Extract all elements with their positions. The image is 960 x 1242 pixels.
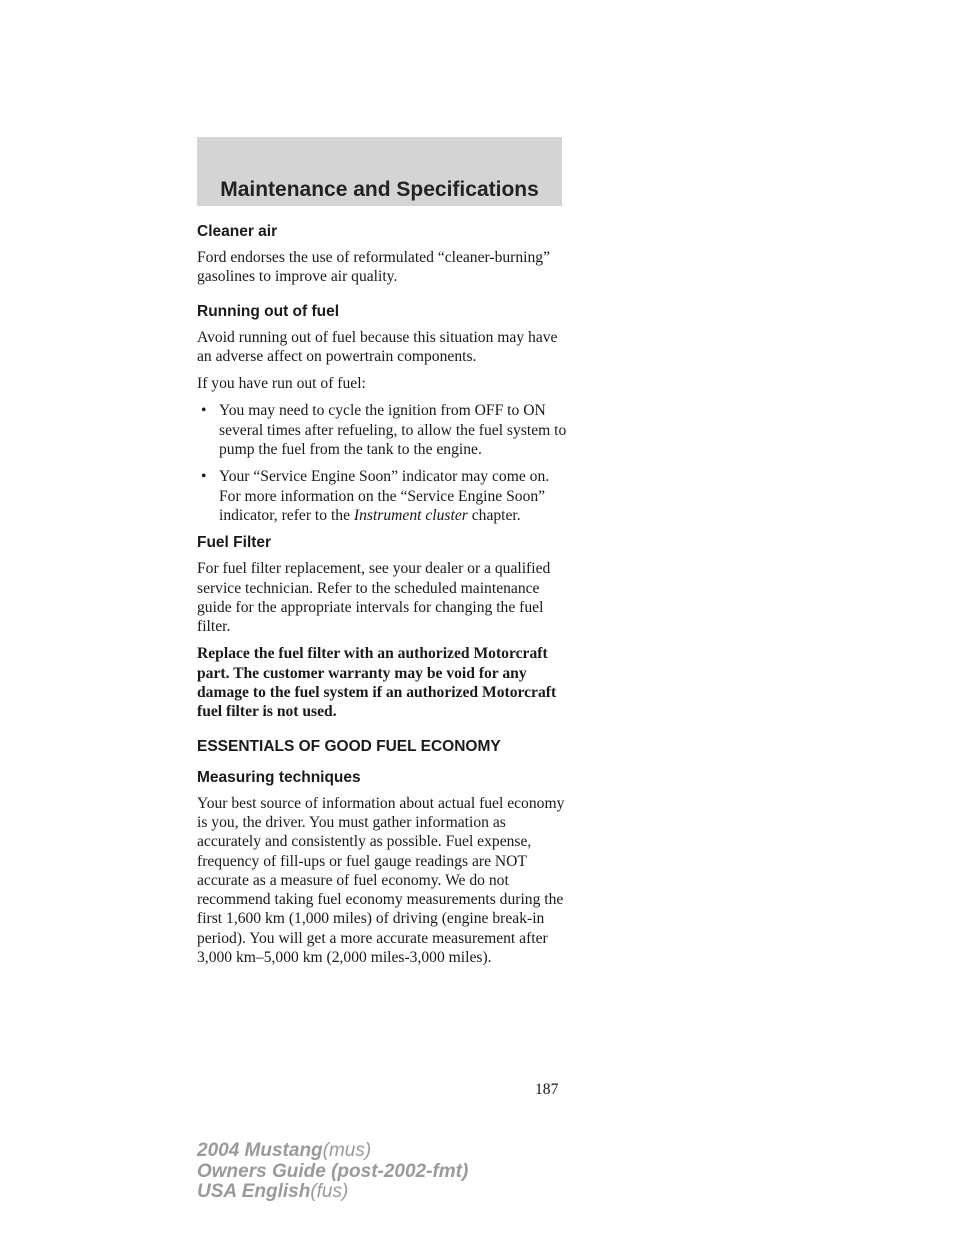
footer-line-language <box>197 1182 468 1203</box>
bullet-text-ignition: You may need to cycle the ignition from OFF to ON several times after refueling, to allow the fuel system to pump the fuel from the tank to the engine. <box>219 402 567 459</box>
paragraph-running-out-2: If you have run out of fuel: <box>197 375 366 393</box>
list-item <box>197 401 567 459</box>
paragraph-fuel-filter: For fuel filter replacement, see your dealer or a qualified service technician. Refer to the scheduled maintenance guide for the appropriate intervals for changing the fuel filter. <box>197 560 551 636</box>
footer-language-code: (fus) <box>310 1181 349 1202</box>
bullet-text-service-engine-soon: Your “Service Engine Soon” indicator may come on. For more information on the “Service Engine Soon” indicator, refer to the <box>219 468 550 524</box>
bullet-icon: • <box>201 468 207 486</box>
list-item <box>197 467 567 525</box>
page-number: 187 <box>535 1081 559 1098</box>
warning-fuel-filter: Replace the fuel filter with an authorized Motorcraft part. The customer warranty may be void for any damage to the fuel system if an authorized Motorcraft fuel filter is not used. <box>197 645 557 721</box>
footer-model-code: (mus) <box>322 1140 372 1161</box>
heading-cleaner-air: Cleaner air <box>197 223 278 240</box>
footer-language: USA English <box>197 1181 311 1202</box>
chapter-title: Maintenance and Specifications <box>220 178 539 201</box>
footer-meta <box>197 1141 468 1203</box>
bullet-icon: • <box>201 402 207 420</box>
page-content <box>197 222 567 975</box>
bullet-list <box>197 401 567 525</box>
heading-essentials: ESSENTIALS OF GOOD FUEL ECONOMY <box>197 737 501 755</box>
footer-line-guide <box>197 1162 468 1183</box>
footer-model: 2004 Mustang <box>197 1140 323 1161</box>
footer-guide: Owners Guide (post-2002-fmt) <box>197 1160 469 1182</box>
heading-measuring-techniques: Measuring techniques <box>197 768 361 786</box>
paragraph-measuring-techniques: Your best source of information about actual fuel economy is you, the driver. You must gather information as accurately and consistently as possible. Fuel expense, frequency of fill-ups or fuel gauge readings are NOT accurate as a measure of fuel economy. We do not recommend taking fuel economy measurements during the first 1,600 km (1,000 miles) of driving (engine break-in period). You will get a more accurate measurement after 3,000 km–5,000 km (2,000 miles-3,000 miles). <box>197 794 565 967</box>
bullet-text-chapter: chapter. <box>471 506 521 524</box>
chapter-header <box>197 137 562 206</box>
heading-running-out-of-fuel: Running out of fuel <box>197 302 340 320</box>
footer-line-model <box>197 1141 468 1162</box>
chapter-reference: Instrument cluster <box>353 506 468 524</box>
paragraph-cleaner-air: Ford endorses the use of reformulated “cleaner-burning” gasolines to improve air quality. <box>197 249 551 286</box>
heading-fuel-filter: Fuel Filter <box>197 534 272 552</box>
paragraph-running-out-1: Avoid running out of fuel because this situation may have an adverse affect on powertrain components. <box>197 328 558 365</box>
